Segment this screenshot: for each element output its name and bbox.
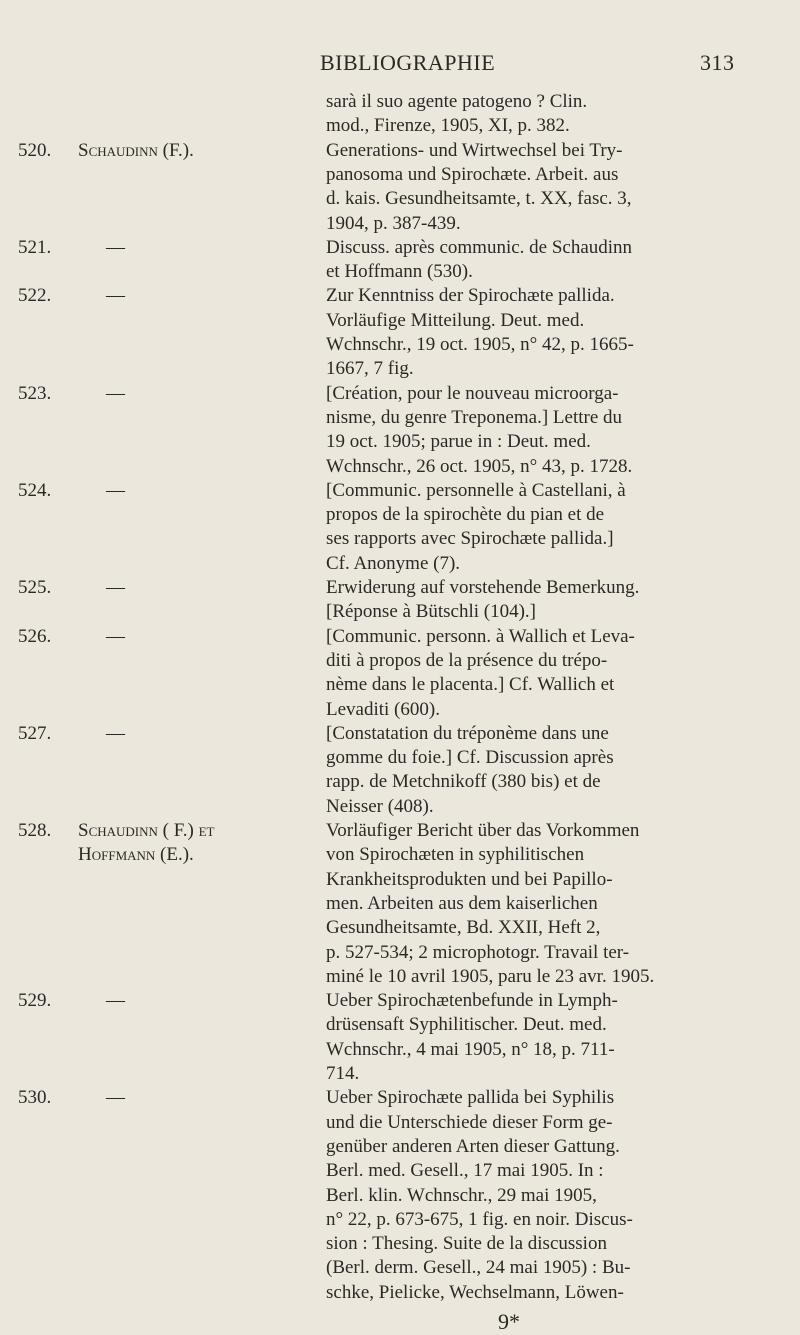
entry-author: — (106, 285, 125, 307)
text-line: [Création, pour le nouveau microorga- (326, 382, 619, 404)
text-line: Ueber Spirochætenbefunde in Lymph- (326, 990, 618, 1012)
text-line: d. kais. Gesundheitsamte, t. XX, fasc. 3, (326, 188, 632, 210)
text-line: Levaditi (600). (326, 698, 440, 720)
text-line: Vorläufige Mitteilung. Deut. med. (326, 309, 585, 331)
entry-number: 526. (18, 625, 52, 647)
text-line: Zur Kenntniss der Spirochæte pallida. (326, 285, 615, 307)
entry-524 (18, 479, 318, 503)
entry-number: 525. (18, 577, 52, 598)
entry-525 (18, 576, 318, 600)
text-line: [Communic. personnelle à Castellani, à (326, 479, 626, 501)
text-line: 1904, p. 387-439. (326, 212, 461, 234)
text-line: p. 527-534; 2 microphotogr. Travail ter- (326, 941, 630, 963)
text-line: [Réponse à Bütschli (104).] (326, 601, 537, 623)
text-line: sarà il suo agente patogeno ? Clin. (326, 91, 588, 112)
text-line: Vorläufiger Bericht über das Vorkommen (326, 820, 640, 841)
entry-author: — (106, 625, 125, 647)
entry-number: 524. (18, 479, 52, 501)
entry-523 (18, 382, 318, 406)
text-line: Neisser (408). (326, 795, 434, 817)
entry-number: 528. (18, 820, 52, 841)
text-line: ses rapports avec Spirochæte pallida.] (326, 528, 614, 550)
header-title: BIBLIOGRAPHIE (320, 50, 496, 75)
text-line: schke, Pielicke, Wechselmann, Löwen- (326, 1281, 624, 1303)
text-line: miné le 10 avril 1905, paru le 23 avr. 1905. (326, 965, 655, 987)
text-line: genüber anderen Arten dieser Gattung. (326, 1135, 620, 1157)
entry-520 (18, 139, 318, 163)
text-line: Ueber Spirochæte pallida bei Syphilis (326, 1087, 615, 1109)
text-line: [Constatation du tréponème dans une (326, 722, 609, 744)
text-line: Gesundheitsamte, Bd. XXII, Heft 2, (326, 917, 601, 939)
text-line: propos de la spirochète du pian et de (326, 504, 605, 526)
entry-529 (18, 989, 318, 1013)
text-line: rapp. de Metchnikoff (380 bis) et de (326, 771, 601, 793)
text-line: nisme, du genre Treponema.] Lettre du (326, 406, 623, 428)
entry-number: 530. (18, 1087, 52, 1109)
entry-author: — (106, 577, 125, 598)
text-line: sion : Thesing. Suite de la discussion (326, 1233, 607, 1255)
entry-author: Hoffmann (E.). (78, 844, 194, 866)
page-number: 313 (700, 50, 735, 75)
text-line: Wchnschr., 19 oct. 1905, n° 42, p. 1665- (326, 334, 634, 355)
text-line: Wchnschr., 4 mai 1905, n° 18, p. 711- (326, 1038, 615, 1060)
entry-number: 523. (18, 382, 52, 404)
text-line: diti à propos de la présence du trépo- (326, 649, 608, 671)
text-line: [Communic. personn. à Wallich et Leva- (326, 625, 635, 647)
entry-author: — (106, 236, 125, 258)
entry-528 (18, 819, 318, 843)
entry-author: — (106, 990, 125, 1012)
text-line: Krankheitsprodukten und bei Papillo- (326, 868, 613, 890)
entry-number: 521. (18, 236, 52, 258)
entry-number: 520. (18, 139, 52, 161)
entry-number: 527. (18, 722, 52, 744)
entry-526 (18, 625, 318, 649)
entry-527 (18, 722, 318, 746)
entry-522 (18, 284, 318, 308)
running-header (0, 50, 800, 80)
text-line: drüsensaft Syphilitischer. Deut. med. (326, 1014, 607, 1036)
text-line: men. Arbeiten aus dem kaiserlichen (326, 892, 598, 914)
text-line: und die Unterschiede dieser Form ge- (326, 1111, 613, 1133)
text-line: nème dans le placenta.] Cf. Wallich et (326, 674, 615, 696)
text-line: (Berl. derm. Gesell., 24 mai 1905) : Bu- (326, 1257, 631, 1279)
text-line: panosoma und Spirochæte. Arbeit. aus (326, 163, 619, 185)
entry-author: Schaudinn ( F.) et (78, 820, 215, 841)
text-line: Berl. med. Gesell., 17 mai 1905. In : (326, 1160, 604, 1182)
entry-author: — (106, 722, 125, 744)
text-line: Wchnschr., 26 oct. 1905, n° 43, p. 1728. (326, 455, 633, 477)
entry-author: — (106, 1087, 125, 1109)
entry-author: — (106, 382, 125, 404)
text-line: gomme du foie.] Cf. Discussion après (326, 747, 614, 769)
text-line: Generations- und Wirtwechsel bei Try- (326, 139, 623, 161)
entry-number: 522. (18, 285, 52, 307)
text-line: von Spirochæten in syphilitischen (326, 844, 585, 866)
entry-author: Schaudinn (F.). (78, 139, 194, 161)
text-line: Erwiderung auf vorstehende Bemerkung. (326, 577, 640, 598)
entry-number: 529. (18, 990, 52, 1012)
signature-mark: 9* (498, 1309, 520, 1334)
text-line: 1667, 7 fig. (326, 358, 414, 380)
entry-521 (18, 236, 318, 260)
text-line: Discuss. après communic. de Schaudinn (326, 236, 633, 258)
text-line: Berl. klin. Wchnschr., 29 mai 1905, (326, 1184, 597, 1206)
text-line: et Hoffmann (530). (326, 261, 473, 283)
text-line: Cf. Anonyme (7). (326, 552, 461, 574)
text-line: n° 22, p. 673-675, 1 fig. en noir. Discus- (326, 1208, 633, 1230)
text-line: 714. (326, 1063, 360, 1084)
text-line: mod., Firenze, 1905, XI, p. 382. (326, 115, 570, 137)
entry-author: — (106, 479, 125, 501)
text-line: 19 oct. 1905; parue in : Deut. med. (326, 431, 591, 453)
entry-530 (18, 1086, 318, 1110)
